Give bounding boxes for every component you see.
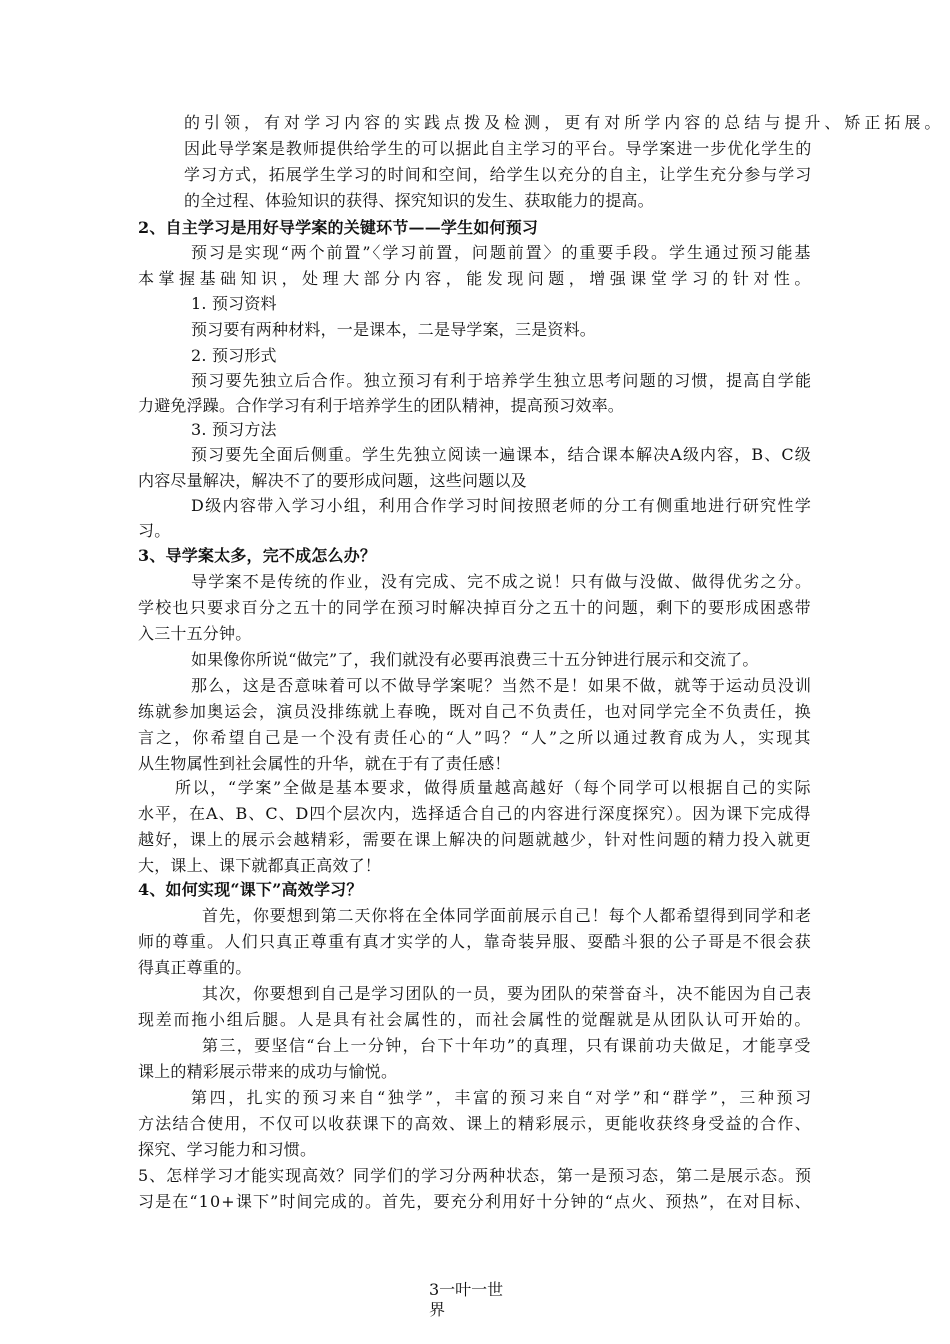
text-line: 现差而拖小组后腿。人是具有社会属性的，而社会属性的觉醒就是从团队认可开始的。: [138, 1010, 813, 1029]
section-heading: 4、如何实现“课下”高效学习？: [138, 880, 363, 899]
text-line: 习是在“10+课下”时间完成的。首先，要充分利用好十分钟的“点火、预热”，在对目标、: [138, 1192, 812, 1211]
text-line: 预习要有两种材料，一是课本，二是导学案，三是资料。: [191, 320, 597, 339]
page-footer: [429, 1280, 503, 1320]
text-line: 习。: [138, 521, 171, 540]
text-line: 的全过程、体验知识的获得、探究知识的发生、获取能力的提高。: [184, 191, 654, 210]
text-line: 言之，你希望自己是一个没有责任心的“人”吗？“人”之所以通过教育成为人，实现其: [138, 728, 813, 747]
text-line: 探究、学习能力和习惯。: [138, 1140, 317, 1159]
text-line: 内容尽量解决，解决不了的要形成问题，这些问题以及: [138, 471, 527, 490]
text-line: 方法结合使用，不仅可以收获课下的高效、课上的精彩展示，更能收获终身受益的合作、: [138, 1114, 812, 1133]
section-heading: 3、导学案太多，完不成怎么办？: [138, 546, 377, 565]
text-line: 学习方式，拓展学生学习的时间和空间，给学生以充分的自主，让学生充分参与学习: [184, 165, 813, 184]
text-line: 2. 预习形式: [191, 346, 277, 365]
text-line: 的引领，有对学习内容的实践点拨及检测，更有对所学内容的总结与提升、矫正拓展。: [184, 113, 945, 132]
text-line: 预习要先独立后合作。独立预习有利于培养学生独立思考问题的习惯，提高自学能: [191, 371, 813, 390]
text-line: 本掌握基础知识，处理大部分内容，能发现问题，增强课堂学习的针对性。: [138, 269, 815, 288]
text-line: 预习要先全面后侧重。学生先独立阅读一遍课本，结合课本解决A级内容，B、C级: [191, 445, 812, 464]
text-line: 首先，你要想到第二天你将在全体同学面前展示自己！每个人都希望得到同学和老: [202, 906, 812, 925]
text-line: 从生物属性到社会属性的升华，就在于有了责任感！: [138, 754, 511, 773]
text-line: 练就参加奥运会，演员没排练就上春晚，既对自己不负责任，也对同学完全不负责任，换: [138, 702, 812, 721]
text-line: 5、怎样学习才能实现高效？同学们的学习分两种状态，第一是预习态，第二是展示态。预: [138, 1166, 812, 1185]
text-line: D级内容带入学习小组，利用合作学习时间按照老师的分工有侧重地进行研究性学: [191, 496, 813, 515]
text-line: 学校也只要求百分之五十的同学在预习时解决掉百分之五十的问题，剩下的要形成困惑带: [138, 598, 812, 617]
text-line: 如果像你所说“做完”了，我们就没有必要再浪费三十五分钟进行展示和交流了。: [191, 650, 759, 669]
text-line: 第四，扎实的预习来自“独学”，丰富的预习来自“对学”和“群学”，三种预习: [191, 1088, 814, 1107]
text-line: 师的尊重。人们只真正尊重有真才实学的人，靠奇装异服、耍酷斗狠的公子哥是不很会获: [138, 932, 812, 951]
text-line: 因此导学案是教师提供给学生的可以据此自主学习的平台。导学案进一步优化学生的: [184, 139, 813, 158]
footer-line-2: 界: [429, 1300, 446, 1319]
text-line: 水平，在A、B、C、D四个层次内，选择适合自己的内容进行深度探究）。因为课下完成得: [138, 804, 812, 823]
text-line: 第三，要坚信“台上一分钟，台下十年功”的真理，只有课前功夫做足，才能享受: [202, 1036, 812, 1055]
text-line: 课上的精彩展示带来的成功与愉悦。: [138, 1062, 398, 1081]
text-line: 得真正尊重的。: [138, 958, 252, 977]
text-line: 3. 预习方法: [191, 420, 277, 439]
text-line: 所以，“学案”全做是基本要求，做得质量越高越好（每个同学可以根据自己的实际: [175, 778, 813, 797]
section-heading: 2、自主学习是用好导学案的关键环节——学生如何预习: [138, 218, 539, 237]
text-line: 越好，课上的展示会越精彩，需要在课上解决的问题就越少，针对性问题的精力投入就更: [138, 830, 812, 849]
text-line: 预习是实现“两个前置”〈学习前置，问题前置〉的重要手段。学生通过预习能基: [191, 243, 813, 262]
text-line: 1. 预习资料: [191, 294, 277, 313]
text-line: 大，课上、课下就都真正高效了！: [138, 856, 382, 875]
footer-line-1: 3一叶一世: [429, 1280, 504, 1299]
text-line: 力避免浮躁。合作学习有利于培养学生的团队精神，提高预习效率。: [138, 396, 625, 415]
text-line: 那么，这是否意味着可以不做导学案呢？当然不是！如果不做，就等于运动员没训: [191, 676, 813, 695]
text-line: 其次，你要想到自己是学习团队的一员，要为团队的荣誉奋斗，决不能因为自己表: [202, 984, 812, 1003]
text-line: 入三十五分钟。: [138, 624, 252, 643]
text-line: 导学案不是传统的作业，没有完成、完不成之说！只有做与没做、做得优劣之分。: [191, 572, 813, 591]
